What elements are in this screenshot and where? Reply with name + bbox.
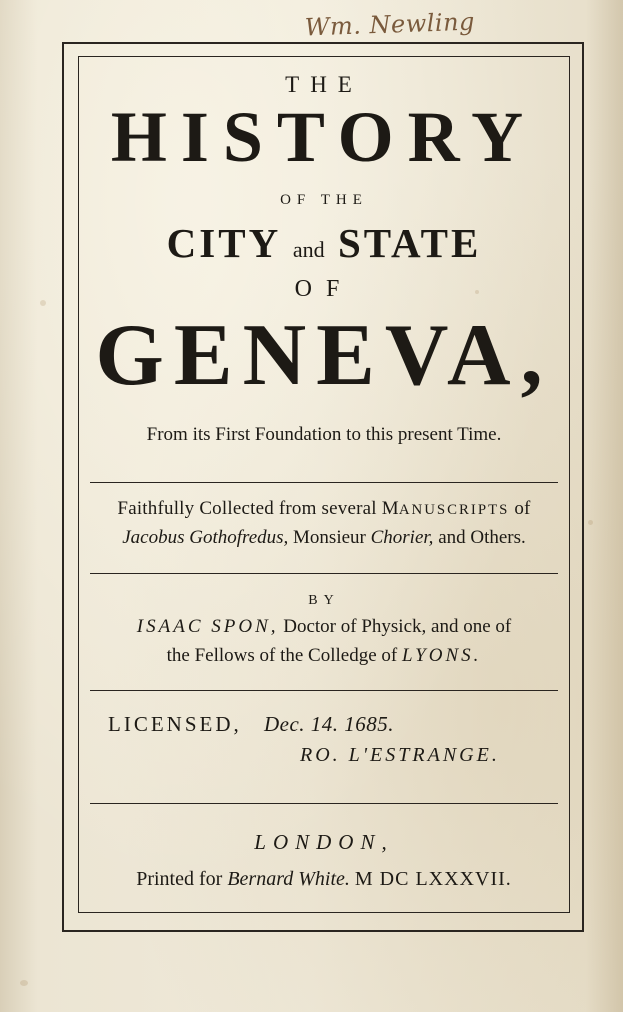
author-desc-2: the Fellows of the Colledge of <box>166 645 398 666</box>
divider-rule <box>90 690 558 691</box>
title-of-the: OF THE <box>280 192 368 208</box>
inner-frame <box>78 56 570 913</box>
foxing-spot <box>588 520 593 525</box>
author-latin: Jacobus Gothofredus, <box>122 527 289 548</box>
manuscripts-initial: M <box>381 498 399 519</box>
license-line <box>108 712 528 737</box>
title-city: CITY <box>166 220 280 266</box>
author-city: LYONS. <box>401 645 482 666</box>
title-and: and <box>292 237 325 262</box>
byline-line-1 <box>78 616 570 638</box>
licenser: RO. L'ESTRANGE. <box>300 744 500 766</box>
sources-line-1 <box>78 498 570 520</box>
owner-signature: Wm. Newling <box>304 7 476 42</box>
imprint-year: M DC LXXXVII. <box>354 868 512 890</box>
subtitle: From its First Foundation to this present Time. <box>146 424 502 445</box>
byline-by: BY <box>308 593 340 608</box>
monsieur: Monsieur <box>293 527 366 548</box>
divider-rule <box>90 573 558 574</box>
title-the: THE <box>285 72 363 97</box>
license-date: Dec. 14. 1685. <box>264 712 395 736</box>
title-city-and-state <box>78 218 570 275</box>
title-state: STATE <box>337 220 482 266</box>
author-desc-1: Doctor of Physick, and one of <box>283 616 512 637</box>
title-history: HISTORY <box>110 97 538 177</box>
chorier: Chorier, <box>370 527 434 548</box>
divider-rule <box>90 803 558 804</box>
title-geneva: GENEVA, <box>95 307 553 404</box>
sources-line-2 <box>78 527 570 549</box>
printer-name: Bernard White. <box>227 868 350 890</box>
sources-lead: Faithfully Collected from several <box>117 498 377 519</box>
foxing-spot <box>40 300 46 306</box>
divider-rule <box>90 482 558 483</box>
license-word: LICENSED, <box>108 712 242 736</box>
byline-line-2 <box>78 645 570 667</box>
imprint-place: LONDON, <box>254 830 394 854</box>
imprint-line <box>78 868 570 891</box>
manuscripts-rest: ANUSCRIPTS <box>398 502 510 518</box>
printed-for: Printed for <box>136 868 223 890</box>
sources-of: of <box>514 498 531 519</box>
foxing-spot <box>20 980 28 986</box>
others: and Others. <box>438 527 526 548</box>
author-name: ISAAC SPON, <box>136 616 279 637</box>
title-of: OF <box>294 276 354 302</box>
manuscripts-word <box>382 498 510 519</box>
